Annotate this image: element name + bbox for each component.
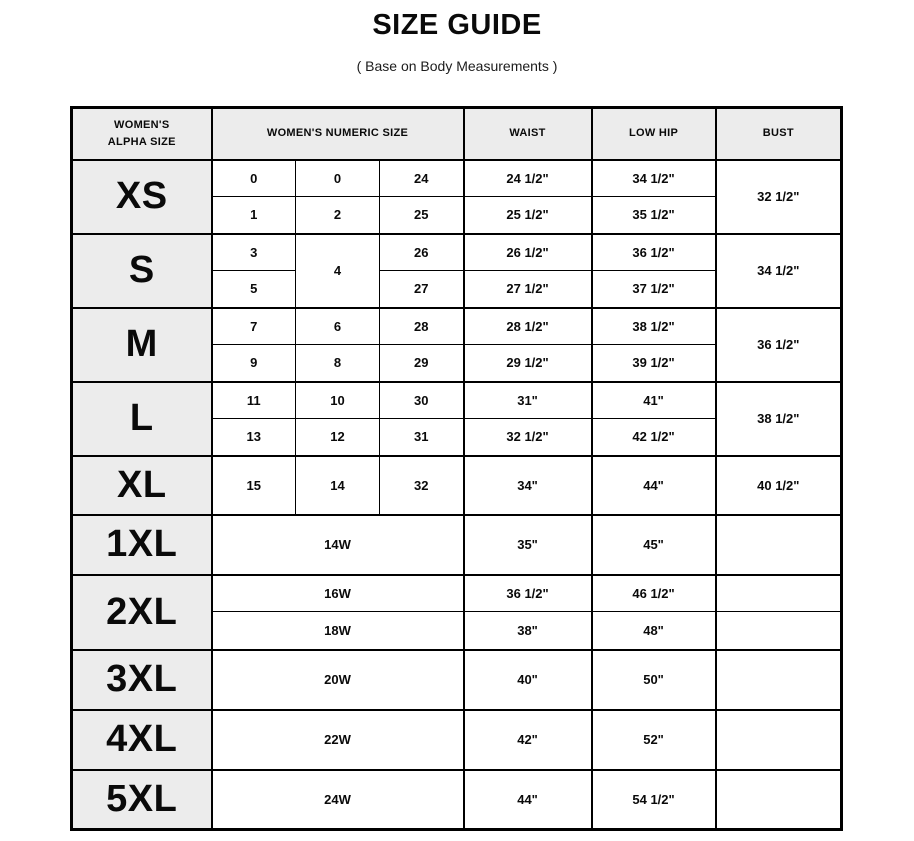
low-hip-cell: 42 1/2" (592, 419, 716, 456)
table-row (72, 382, 842, 419)
table-row (72, 515, 842, 575)
table-row (72, 456, 842, 515)
low-hip-cell: 52" (592, 710, 716, 770)
low-hip-cell: 36 1/2" (592, 234, 716, 271)
numeric-size-cell: 16W (212, 575, 464, 612)
numeric-size-cell: 14 (296, 456, 380, 515)
numeric-size-cell: 20W (212, 650, 464, 710)
numeric-size-cell: 14W (212, 515, 464, 575)
low-hip-cell: 41" (592, 382, 716, 419)
numeric-size-cell: 13 (212, 419, 296, 456)
bust-cell (716, 515, 842, 575)
waist-cell: 26 1/2" (464, 234, 592, 271)
numeric-size-cell: 11 (212, 382, 296, 419)
bust-cell (716, 650, 842, 710)
alpha-size-cell: 3XL (72, 650, 212, 710)
bust-cell: 40 1/2" (716, 456, 842, 515)
waist-cell: 38" (464, 612, 592, 650)
waist-cell: 28 1/2" (464, 308, 592, 345)
low-hip-cell: 45" (592, 515, 716, 575)
numeric-size-cell: 2 (296, 197, 380, 234)
numeric-size-cell: 4 (296, 234, 380, 308)
low-hip-cell: 38 1/2" (592, 308, 716, 345)
numeric-size-cell: 8 (296, 345, 380, 382)
header-alpha-size: WOMEN'S ALPHA SIZE (72, 108, 212, 160)
numeric-size-cell: 6 (296, 308, 380, 345)
numeric-size-cell: 15 (212, 456, 296, 515)
table-row (72, 575, 842, 612)
alpha-size-cell: 4XL (72, 710, 212, 770)
waist-cell: 27 1/2" (464, 271, 592, 308)
waist-cell: 32 1/2" (464, 419, 592, 456)
numeric-size-cell: 12 (296, 419, 380, 456)
bust-cell (716, 612, 842, 650)
waist-cell: 29 1/2" (464, 345, 592, 382)
waist-cell: 36 1/2" (464, 575, 592, 612)
table-row (72, 308, 842, 345)
header-row (72, 108, 842, 160)
bust-cell (716, 710, 842, 770)
low-hip-cell: 46 1/2" (592, 575, 716, 612)
waist-cell: 44" (464, 770, 592, 830)
low-hip-cell: 37 1/2" (592, 271, 716, 308)
alpha-size-cell: 1XL (72, 515, 212, 575)
low-hip-cell: 35 1/2" (592, 197, 716, 234)
numeric-size-cell: 29 (380, 345, 464, 382)
numeric-size-cell: 1 (212, 197, 296, 234)
numeric-size-cell: 3 (212, 234, 296, 271)
bust-cell: 36 1/2" (716, 308, 842, 382)
waist-cell: 42" (464, 710, 592, 770)
bust-cell: 32 1/2" (716, 160, 842, 234)
size-guide-table (70, 106, 843, 831)
alpha-size-cell: S (72, 234, 212, 308)
low-hip-cell: 34 1/2" (592, 160, 716, 197)
bust-cell (716, 770, 842, 830)
waist-cell: 31" (464, 382, 592, 419)
low-hip-cell: 54 1/2" (592, 770, 716, 830)
alpha-size-cell: M (72, 308, 212, 382)
table-row (72, 770, 842, 830)
numeric-size-cell: 9 (212, 345, 296, 382)
low-hip-cell: 44" (592, 456, 716, 515)
numeric-size-cell: 30 (380, 382, 464, 419)
bust-cell (716, 575, 842, 612)
table-row (72, 160, 842, 197)
numeric-size-cell: 18W (212, 612, 464, 650)
waist-cell: 25 1/2" (464, 197, 592, 234)
numeric-size-cell: 28 (380, 308, 464, 345)
table-row (72, 650, 842, 710)
numeric-size-cell: 31 (380, 419, 464, 456)
alpha-size-cell: XS (72, 160, 212, 234)
header-numeric-size: WOMEN'S NUMERIC SIZE (212, 108, 464, 160)
bust-cell: 38 1/2" (716, 382, 842, 456)
page-subtitle: ( Base on Body Measurements ) (356, 58, 558, 74)
numeric-size-cell: 25 (380, 197, 464, 234)
low-hip-cell: 50" (592, 650, 716, 710)
waist-cell: 24 1/2" (464, 160, 592, 197)
numeric-size-cell: 27 (380, 271, 464, 308)
alpha-size-cell: 5XL (72, 770, 212, 830)
numeric-size-cell: 0 (212, 160, 296, 197)
waist-cell: 34" (464, 456, 592, 515)
numeric-size-cell: 32 (380, 456, 464, 515)
table-row (72, 710, 842, 770)
numeric-size-cell: 24W (212, 770, 464, 830)
numeric-size-cell: 22W (212, 710, 464, 770)
alpha-size-cell: L (72, 382, 212, 456)
header-bust: BUST (716, 108, 842, 160)
waist-cell: 40" (464, 650, 592, 710)
low-hip-cell: 48" (592, 612, 716, 650)
numeric-size-cell: 5 (212, 271, 296, 308)
header-low-hip: LOW HIP (592, 108, 716, 160)
numeric-size-cell: 7 (212, 308, 296, 345)
numeric-size-cell: 24 (380, 160, 464, 197)
page-title: SIZE GUIDE (372, 9, 542, 41)
low-hip-cell: 39 1/2" (592, 345, 716, 382)
alpha-size-cell: 2XL (72, 575, 212, 650)
numeric-size-cell: 0 (296, 160, 380, 197)
numeric-size-cell: 26 (380, 234, 464, 271)
bust-cell: 34 1/2" (716, 234, 842, 308)
waist-cell: 35" (464, 515, 592, 575)
alpha-size-cell: XL (72, 456, 212, 515)
header-waist: WAIST (464, 108, 592, 160)
numeric-size-cell: 10 (296, 382, 380, 419)
table-row (72, 234, 842, 271)
